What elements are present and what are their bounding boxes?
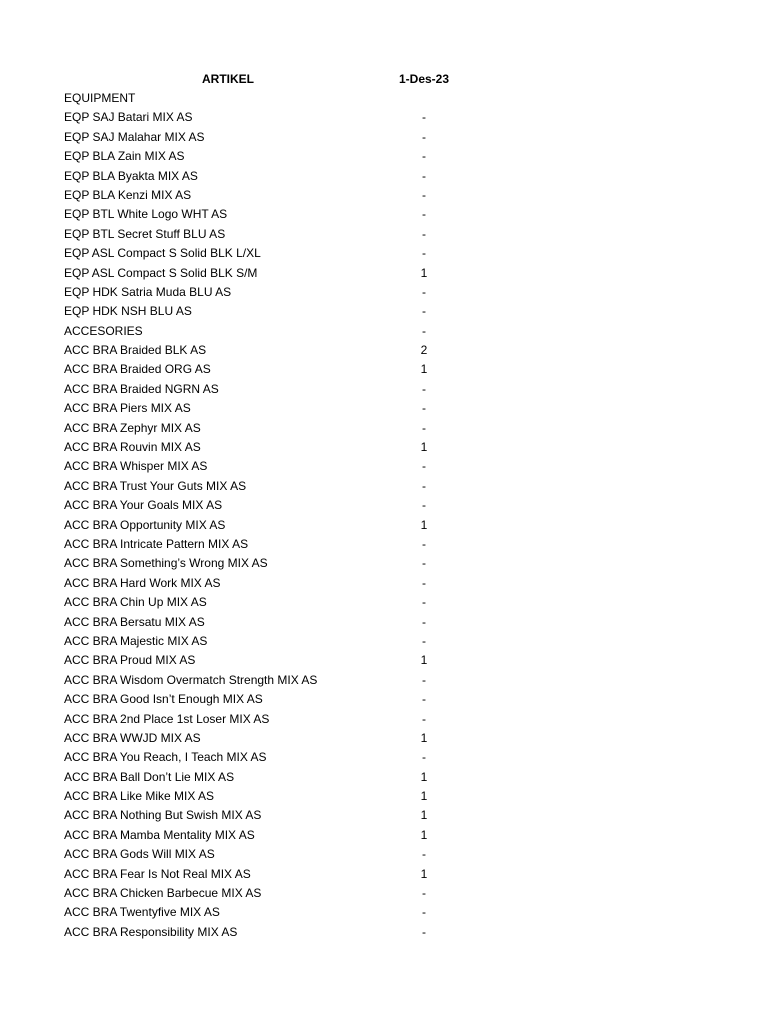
item-name-cell: ACC BRA Braided ORG AS [64, 362, 211, 377]
table-row [0, 593, 768, 612]
item-qty-cell: - [422, 847, 426, 862]
item-qty-cell: 2 [420, 343, 428, 358]
table-row [0, 89, 768, 108]
item-name-cell: EQP BLA Kenzi MIX AS [64, 187, 192, 202]
table-row [0, 826, 768, 845]
item-qty-cell: - [422, 284, 426, 299]
item-list [0, 89, 768, 942]
item-name-cell: ACC BRA Something’s Wrong MIX AS [64, 556, 268, 571]
table-row [0, 884, 768, 903]
table-row [0, 768, 768, 787]
item-name-cell: ACC BRA Nothing But Swish MIX AS [64, 808, 262, 823]
table-row [0, 787, 768, 806]
table-row [0, 147, 768, 166]
table-row [0, 496, 768, 515]
item-name-cell: ACC BRA 2nd Place 1st Loser MIX AS [64, 711, 270, 726]
table-row [0, 302, 768, 321]
item-qty-cell: 1 [420, 730, 428, 745]
table-row [0, 477, 768, 496]
table-row [0, 574, 768, 593]
item-name-cell: ACC BRA Bersatu MIX AS [64, 614, 205, 629]
table-row [0, 341, 768, 360]
item-name-cell: ACC BRA Zephyr MIX AS [64, 420, 201, 435]
table-row [0, 554, 768, 573]
table-row [0, 516, 768, 535]
item-name-cell: ACC BRA Mamba Mentality MIX AS [64, 827, 255, 842]
item-name-cell: ACC BRA Responsibility MIX AS [64, 924, 238, 939]
item-qty-cell: - [422, 633, 426, 648]
item-qty-cell: - [422, 168, 426, 183]
item-qty-cell: - [422, 886, 426, 901]
table-row [0, 748, 768, 767]
item-name-cell: ACC BRA Opportunity MIX AS [64, 517, 226, 532]
item-name-cell: ACC BRA Whisper MIX AS [64, 459, 208, 474]
table-row [0, 710, 768, 729]
item-qty-cell: - [422, 692, 426, 707]
item-qty-cell: - [422, 110, 426, 125]
table-row [0, 690, 768, 709]
table-row [0, 671, 768, 690]
item-name-cell: EQP SAJ Batari MIX AS [64, 110, 193, 125]
item-name-cell: ACC BRA Ball Don’t Lie MIX AS [64, 769, 235, 784]
table-row [0, 167, 768, 186]
table-row [0, 729, 768, 748]
item-qty-cell: - [422, 905, 426, 920]
item-qty-cell: 1 [420, 265, 428, 280]
table-row [0, 923, 768, 942]
item-name-cell: EQP BTL Secret Stuff BLU AS [64, 226, 226, 241]
table-row [0, 865, 768, 884]
item-qty-cell: - [422, 672, 426, 687]
item-qty-cell: - [422, 401, 426, 416]
item-qty-cell: - [422, 207, 426, 222]
item-qty-cell: - [422, 420, 426, 435]
item-qty-cell: - [422, 614, 426, 629]
item-name-cell: ACC BRA Proud MIX AS [64, 653, 196, 668]
item-name-cell: EQP BLA Zain MIX AS [64, 149, 185, 164]
table-row [0, 903, 768, 922]
table-row [0, 457, 768, 476]
item-qty-cell: - [422, 246, 426, 261]
item-qty-cell: - [422, 187, 426, 202]
item-name-cell: ACC BRA Intricate Pattern MIX AS [64, 536, 249, 551]
table-row [0, 535, 768, 554]
item-qty-cell: 1 [420, 517, 428, 532]
item-qty-cell: - [422, 149, 426, 164]
item-qty-cell: - [422, 556, 426, 571]
item-qty-cell: 1 [420, 362, 428, 377]
item-qty-cell: - [422, 226, 426, 241]
item-qty-cell: 1 [420, 789, 428, 804]
item-name-cell: ACC BRA Majestic MIX AS [64, 633, 208, 648]
item-qty-cell: - [422, 381, 426, 396]
item-qty-cell: 1 [420, 440, 428, 455]
item-name-cell: EQP ASL Compact S Solid BLK S/M [64, 265, 258, 280]
item-qty-cell: 1 [420, 769, 428, 784]
table-row [0, 283, 768, 302]
item-qty-cell: - [422, 536, 426, 551]
item-qty-cell: 1 [420, 866, 428, 881]
item-name-cell: EQP HDK Satria Muda BLU AS [64, 284, 232, 299]
item-name-cell: EQP HDK NSH BLU AS [64, 304, 192, 319]
item-name-cell: ACC BRA Twentyfive MIX AS [64, 905, 220, 920]
item-qty-cell: - [422, 711, 426, 726]
item-name-cell: EQP BLA Byakta MIX AS [64, 168, 198, 183]
item-qty-cell: - [422, 595, 426, 610]
table-row [0, 186, 768, 205]
column-header-artikel: ARTIKEL [202, 72, 254, 86]
table-row [0, 225, 768, 244]
item-name-cell: ACC BRA Rouvin MIX AS [64, 440, 201, 455]
item-name-cell: ACC BRA Gods Will MIX AS [64, 847, 215, 862]
item-qty-cell: - [422, 304, 426, 319]
item-name-cell: ACC BRA You Reach, I Teach MIX AS [64, 750, 267, 765]
table-row [0, 264, 768, 283]
item-name-cell: ACC BRA Like Mike MIX AS [64, 789, 215, 804]
table-row [0, 128, 768, 147]
table-row [0, 380, 768, 399]
item-qty-cell: - [422, 129, 426, 144]
table-row [0, 806, 768, 825]
item-qty-cell: - [422, 575, 426, 590]
item-qty-cell: - [422, 924, 426, 939]
column-header-date: 1-Des-23 [398, 72, 450, 86]
table-row [0, 244, 768, 263]
item-name-cell: EQP ASL Compact S Solid BLK L/XL [64, 246, 261, 261]
item-name-cell: ACC BRA Fear Is Not Real MIX AS [64, 866, 251, 881]
table-row [0, 845, 768, 864]
item-qty-cell: 1 [420, 808, 428, 823]
item-name-cell: ACCESORIES [64, 323, 143, 338]
table-row [0, 108, 768, 127]
item-name-cell: ACC BRA Braided BLK AS [64, 343, 207, 358]
item-name-cell: ACC BRA Your Goals MIX AS [64, 498, 223, 513]
table-row [0, 613, 768, 632]
item-qty-cell: - [422, 750, 426, 765]
table-row [0, 360, 768, 379]
table-row [0, 438, 768, 457]
table-row [0, 632, 768, 651]
item-name-cell: EQP SAJ Malahar MIX AS [64, 129, 205, 144]
item-qty-cell: - [422, 498, 426, 513]
item-qty-cell: - [422, 323, 426, 338]
table-row [0, 651, 768, 670]
table-row [0, 322, 768, 341]
item-name-cell: EQUIPMENT [64, 91, 136, 105]
table-row [0, 399, 768, 418]
item-name-cell: ACC BRA Hard Work MIX AS [64, 575, 221, 590]
item-qty-cell: 1 [420, 827, 428, 842]
table-row [0, 205, 768, 224]
table-row [0, 419, 768, 438]
item-qty-cell: - [422, 478, 426, 493]
item-name-cell: ACC BRA Chicken Barbecue MIX AS [64, 886, 262, 901]
item-name-cell: EQP BTL White Logo WHT AS [64, 207, 228, 222]
item-name-cell: ACC BRA Wisdom Overmatch Strength MIX AS [64, 672, 318, 687]
header-row [0, 70, 768, 89]
item-name-cell: ACC BRA Braided NGRN AS [64, 381, 219, 396]
item-name-cell: ACC BRA Chin Up MIX AS [64, 595, 207, 610]
item-qty-cell: 1 [420, 653, 428, 668]
item-name-cell: ACC BRA WWJD MIX AS [64, 730, 201, 745]
item-name-cell: ACC BRA Piers MIX AS [64, 401, 191, 416]
item-name-cell: ACC BRA Trust Your Guts MIX AS [64, 478, 247, 493]
item-qty-cell: - [422, 459, 426, 474]
item-name-cell: ACC BRA Good Isn’t Enough MIX AS [64, 692, 263, 707]
